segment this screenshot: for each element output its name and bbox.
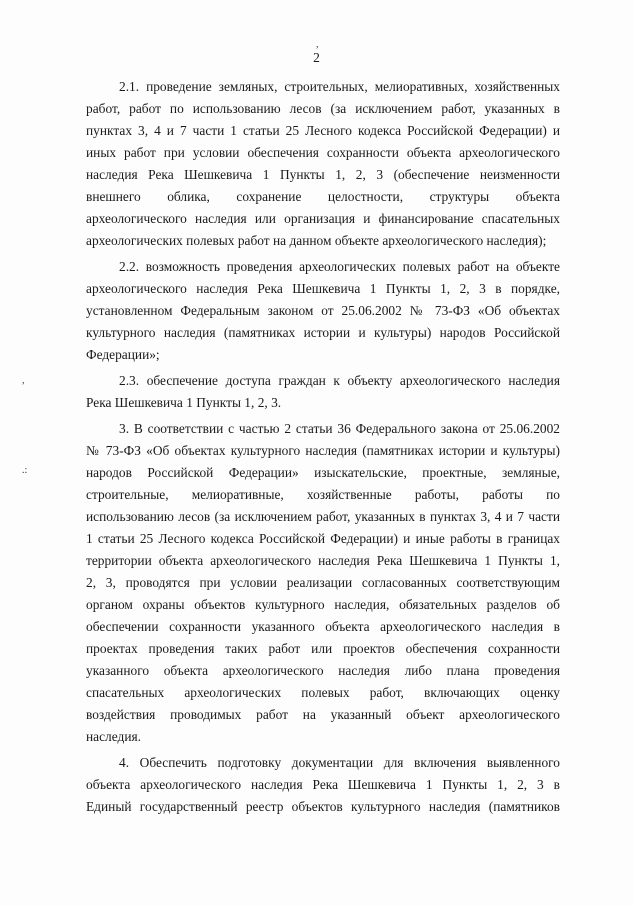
text-line: обеспечении сохранности указанного объекта археологического наследия в	[86, 619, 560, 634]
text-line: 3. В соответствии с частью 2 статьи 36 Федерального закона от 25.06.2002	[119, 421, 560, 436]
text-line: 2.3. обеспечение доступа граждан к объекту археологического наследия	[119, 373, 560, 388]
text-line: № 73-ФЗ «Об объектах культурного наследия (памятниках истории и культуры)	[86, 443, 560, 458]
text-line: 4. Обеспечить подготовку документации для включения выявленного	[119, 755, 560, 770]
paragraph-4	[86, 752, 560, 818]
text-line: использованию лесов (за исключением работ, указанных в пунктах 3, 4 и 7 части	[86, 509, 560, 524]
document-body	[86, 76, 560, 818]
text-line: наследия.	[86, 729, 141, 744]
scan-speck: .:	[22, 465, 28, 476]
text-line: 2, 3, проводятся при условии реализации согласованных соответствующим	[86, 575, 560, 590]
text-line: культурного наследия (памятниках истории и культуры) народов Российской	[86, 325, 560, 340]
text-line: 1 статьи 25 Лесного кодекса Российской Федерации) и иные работы в границах	[86, 531, 560, 546]
paragraph-2-2	[86, 256, 560, 366]
text-line: установленном Федеральным законом от 25.06.2002 № 73-ФЗ «Об объектах	[86, 303, 560, 318]
text-line: объекта археологического наследия Река Шешкевича 1 Пункты 1, 2, 3 в	[86, 777, 560, 792]
paragraph-2-3	[86, 370, 560, 414]
scan-speck: ,	[316, 39, 319, 50]
text-line: строительные, мелиоративные, хозяйственные работы, работы по	[86, 487, 560, 502]
text-line: работ, работ по использованию лесов (за исключением работ, указанных в	[86, 101, 560, 116]
paragraph-2-1	[86, 76, 560, 252]
text-line: пунктах 3, 4 и 7 части 1 статьи 25 Лесного кодекса Российской Федерации) и	[86, 123, 560, 138]
text-line: 2.1. проведение земляных, строительных, мелиоративных, хозяйственных	[119, 79, 560, 94]
text-line: внешнего облика, сохранение целостности, структуры объекта	[86, 189, 560, 204]
text-line: Река Шешкевича 1 Пункты 1, 2, 3.	[86, 395, 282, 410]
text-line: Федерации»;	[86, 347, 160, 362]
text-line: археологического наследия или организация и финансирование спасательных	[86, 211, 560, 226]
text-line: народов Российской Федерации» изыскательские, проектные, земляные,	[86, 465, 560, 480]
page-number: 2	[313, 50, 320, 65]
text-line: воздействия проводимых работ на указанный объект археологического	[86, 707, 560, 722]
text-line: органом охраны объектов культурного наследия, обязательных разделов об	[86, 597, 560, 612]
text-line: указанного объекта археологического наследия либо плана проведения	[86, 663, 560, 678]
scan-speck: ,	[22, 375, 25, 386]
text-line: археологических полевых работ на данном объекте археологического наследия);	[86, 233, 547, 248]
text-line: археологического наследия Река Шешкевича 1 Пункты 1, 2, 3 в порядке,	[86, 281, 560, 296]
text-line: Единый государственный реестр объектов культурного наследия (памятников	[86, 799, 560, 814]
text-line: 2.2. возможность проведения археологических полевых работ на объекте	[119, 259, 560, 274]
text-line: наследия Река Шешкевича 1 Пункты 1, 2, 3 (обеспечение неизменности	[86, 167, 560, 182]
text-line: иных работ при условии обеспечения сохранности объекта археологического	[86, 145, 560, 160]
text-line: территории объекта археологического наследия Река Шешкевича 1 Пункты 1,	[86, 553, 560, 568]
paragraph-3	[86, 418, 560, 748]
text-line: проектах проведения таких работ или проектов обеспечения сохранности	[86, 641, 560, 656]
text-line: спасательных археологических полевых работ, включающих оценку	[86, 685, 560, 700]
